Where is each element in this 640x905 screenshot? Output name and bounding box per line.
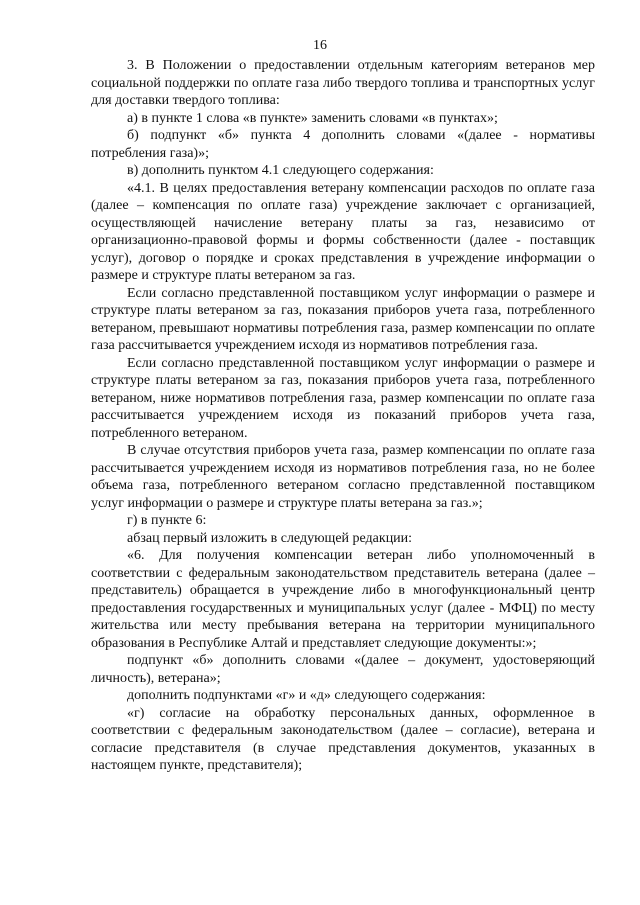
paragraph-section-3: 3. В Положении о предоставлении отдельным категориям ветеранов мер социальной поддержки по оплате газа либо твердого топлива и транспортных услуг для доставки твердого топлива: (91, 58, 595, 108)
paragraph-subitem-g: «г) согласие на обработку персональных данных, оформленное в соответствии с федеральным законодательством (далее – согласие), ветерана и согласие представителя (в случае представления документов, указанных в настоящем пункте, представителя); (91, 705, 595, 773)
paragraph-clause-6: «6. Для получения компенсации ветеран либо уполномоченный в соответствии с федеральным законодательством представитель ветерана (далее – представитель) обращается в учреждение либо в многофункциональный центр предоставления государственных и муниципальных услуг (далее - МФЦ) по месту жительства или месту пребывания ветерана на территории муниципального образования в Республике Алтай и представляет следующие документы:»; (91, 548, 595, 651)
document-body (91, 57, 595, 775)
page-number: 16 (313, 38, 327, 53)
paragraph-exceed-norms: Если согласно представленной поставщиком услуг информации о размере и структуре платы ветераном за газ, показания приборов учета газа, потребленного ветераном, превышают нормативы потребления газа, размер компенсации по оплате газа рассчитывается учреждением исходя из нормативов потребления газа. (91, 285, 595, 353)
paragraph-below-norms: Если согласно представленной поставщиком услуг информации о размере и структуре платы ветераном за газ, показания приборов учета газа, потребленного ветераном, ниже нормативов потребления газа, размер компенсации по оплате газа рассчитывается учреждением исходя из показаний приборов учета газа, потребленного ветераном. (91, 355, 595, 441)
paragraph-item-g: г) в пункте 6: (127, 513, 207, 528)
paragraph-no-meters: В случае отсутствия приборов учета газа, размер компенсации по оплате газа рассчитывается учреждением исходя из нормативов потребления газа, но не более объема газа, потребленного ветераном согласно представленной поставщиком услуг информации о размере и структуре платы ветерана за газ.»; (91, 443, 595, 511)
paragraph-item-a: а) в пункте 1 слова «в пункте» заменить словами «в пунктах»; (127, 110, 498, 126)
paragraph-subitem-b: подпункт «б» дополнить словами «(далее – документ, удостоверяющий личность), ветерана»; (91, 653, 595, 686)
paragraph-item-b: б) подпункт «б» пункта 4 дополнить словами «(далее - нормативы потребления газа)»; (91, 128, 595, 161)
paragraph-add-subitems: дополнить подпунктами «г» и «д» следующего содержания: (127, 688, 486, 703)
paragraph-clause-4-1: «4.1. В целях предоставления ветерану компенсации расходов по оплате газа (далее – компенсация по оплате газа) учреждение заключает с организацией, осуществляющей начисление ветерану платы за газ, независимо от организационно-правовой формы и формы собственности (далее - поставщик услуг), договор о порядке и сроках представления в учреждение информации о размере и структуре платы ветераном за газ. (91, 180, 595, 283)
paragraph-first-abzac: абзац первый изложить в следующей редакции: (127, 530, 413, 546)
paragraph-item-v: в) дополнить пунктом 4.1 следующего содержания: (127, 163, 434, 178)
